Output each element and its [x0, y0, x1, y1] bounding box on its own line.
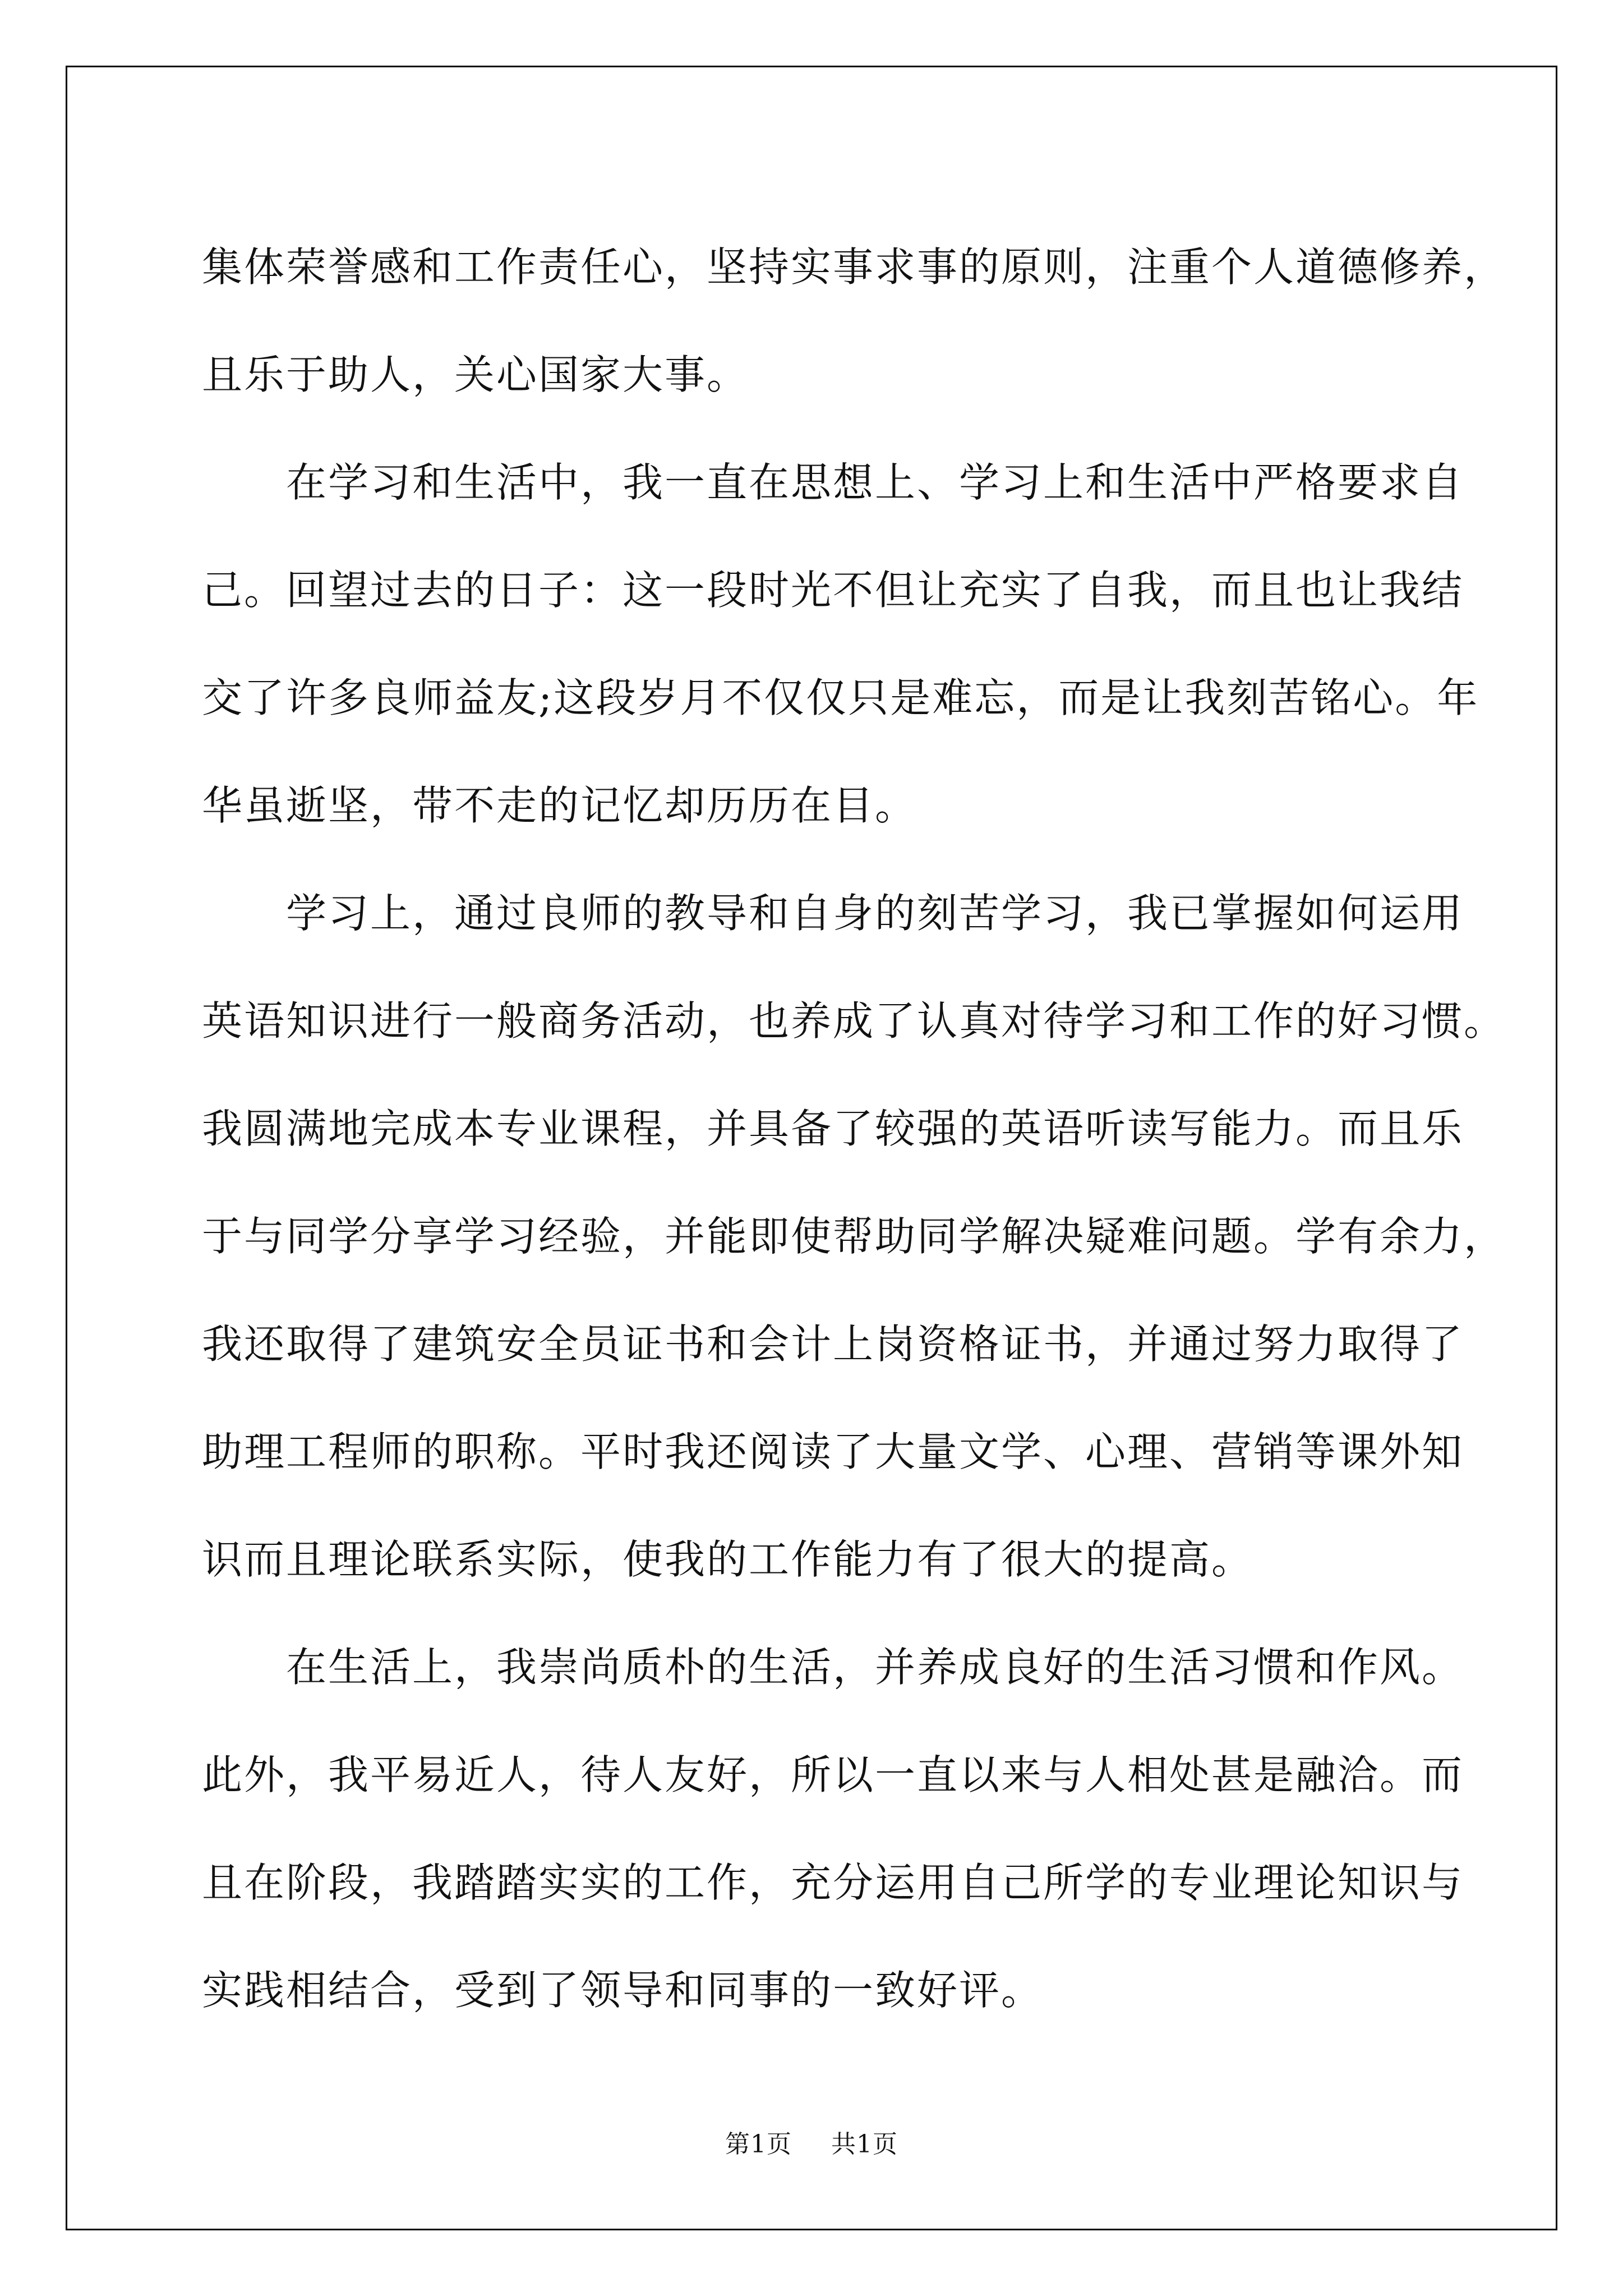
text-line: 助理工程师的职称。平时我还阅读了大量文学、心理、营销等课外知 — [202, 1428, 1464, 1475]
text-line: 在学习和生活中，我一直在思想上、学习上和生活中严格要求自 — [286, 459, 1464, 506]
text-line: 实践相结合，受到了领导和同事的一致好评。 — [202, 1967, 1044, 2014]
text-line: 华虽逝坚，带不走的记忆却历历在目。 — [202, 782, 917, 829]
text-line: 交了许多良师益友;这段岁月不仅仅只是难忘，而是让我刻苦铭心。年 — [202, 674, 1479, 721]
text-line: 集体荣誉感和工作责任心，坚持实事求事的原则，注重个人道德修养， — [202, 243, 1506, 291]
text-line: 且在阶段，我踏踏实实的工作，充分运用自己所学的专业理论知识与 — [202, 1859, 1464, 1906]
text-line: 英语知识进行一般商务活动，也养成了认真对待学习和工作的好习惯。 — [202, 997, 1506, 1045]
text-line: 我还取得了建筑安全员证书和会计上岗资格证书，并通过努力取得了 — [202, 1320, 1464, 1368]
page-number-current: 第1页 — [725, 2130, 792, 2159]
page-footer — [0, 2124, 1623, 2160]
text-line: 且乐于助人，关心国家大事。 — [202, 351, 749, 398]
text-line: 此外，我平易近人，待人友好，所以一直以来与人相处甚是融洽。而 — [202, 1751, 1464, 1798]
page-number-total: 共1页 — [831, 2130, 898, 2159]
text-line: 在生活上，我崇尚质朴的生活，并养成良好的生活习惯和作风。 — [286, 1644, 1464, 1691]
text-line: 我圆满地完成本专业课程，并具备了较强的英语听读写能力。而且乐 — [202, 1105, 1464, 1152]
document-body — [202, 213, 1506, 2044]
text-line: 己。回望过去的日子：这一段时光不但让充实了自我，而且也让我结 — [202, 567, 1464, 614]
text-line: 学习上，通过良师的教导和自身的刻苦学习，我已掌握如何运用 — [286, 890, 1464, 937]
text-line: 识而且理论联系实际，使我的工作能力有了很大的提高。 — [202, 1536, 1254, 1583]
text-line: 于与同学分享学习经验，并能即使帮助同学解决疑难问题。学有余力， — [202, 1213, 1506, 1260]
